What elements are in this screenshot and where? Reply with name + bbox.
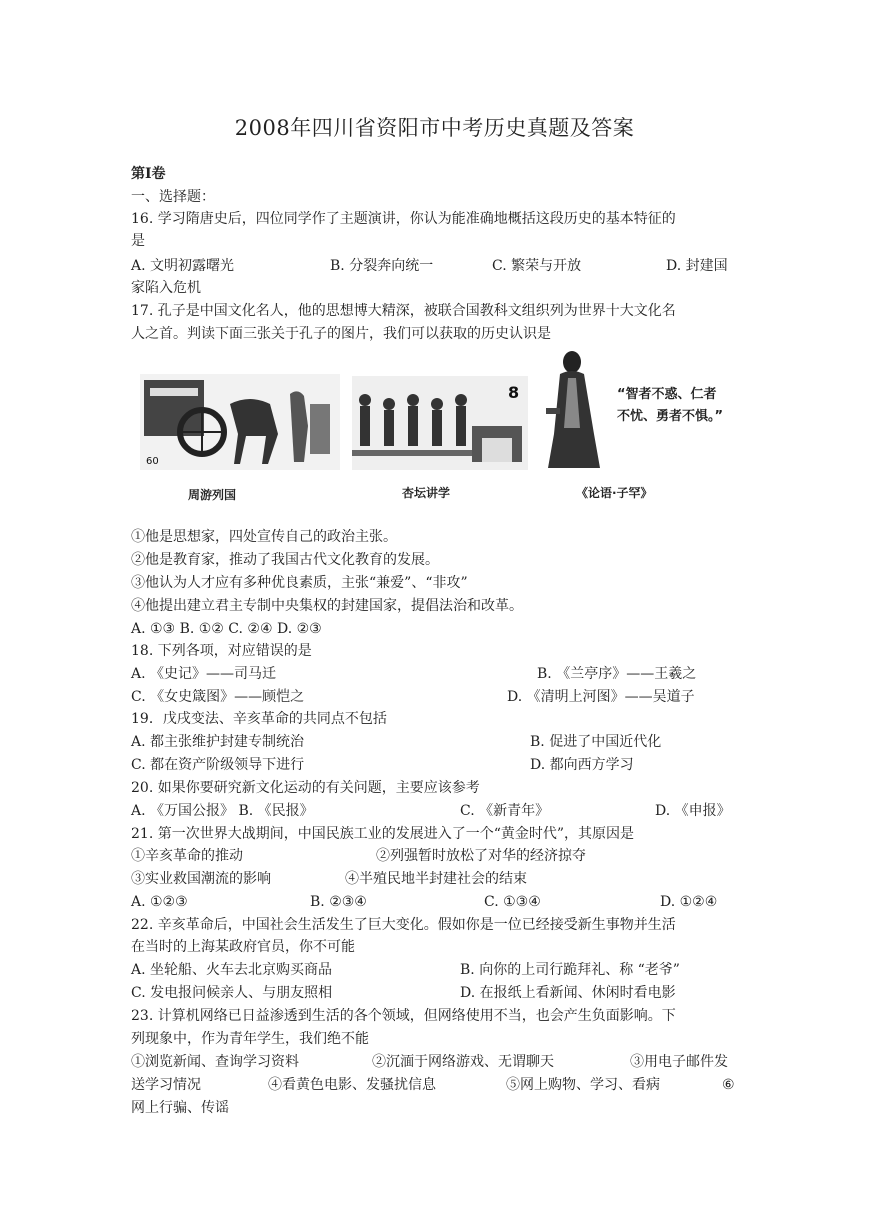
caption-analects: 《论语·子罕》 xyxy=(576,486,653,500)
q21-option-c: C. ①③④ xyxy=(484,894,541,910)
q17-stem: 17. 孔子是中国文化名人，他的思想博大精深，被联合国教科文组织列为世界十大文化名 xyxy=(131,303,676,319)
q17-statement-1: ①他是思想家，四处宣传自己的政治主张。 xyxy=(131,529,397,545)
q22-stem: 22. 辛亥革命后，中国社会生活发生了巨大变化。假如你是一位已经接受新生事物并生活 xyxy=(131,917,676,933)
q23-item-2: ②沉湎于网络游戏、无谓聊天 xyxy=(372,1054,554,1070)
q23-stem: 23. 计算机网络已日益渗透到生活的各个领域，但网络使用不当，也会产生负面影响。下 xyxy=(131,1008,676,1024)
q17-statement-2: ②他是教育家，推动了我国古代文化教育的发展。 xyxy=(131,552,439,568)
caption-apricot-altar: 杏坛讲学 xyxy=(402,486,451,500)
q21-statement-4: ④半殖民地半封建社会的结束 xyxy=(345,871,527,887)
q20-option-a-b: A. 《万国公报》 B. 《民报》 xyxy=(131,803,314,819)
confucius-images xyxy=(140,348,740,508)
q23-item-5: ⑤网上购物、学习、看病 xyxy=(506,1077,660,1093)
q17-statement-4: ④他提出建立君主专制中央集权的封建国家，提倡法治和改革。 xyxy=(131,598,523,614)
q21-option-d: D. ①②④ xyxy=(660,894,718,910)
q23-item-6-cont: 网上行骗、传谣 xyxy=(131,1100,229,1116)
apricot-altar-image xyxy=(352,376,528,470)
q21-statement-2: ②列强暂时放松了对华的经济掠夺 xyxy=(376,848,586,864)
q22-option-d: D. 在报纸上看新闻、休闲时看电影 xyxy=(460,985,676,1001)
q22-option-c: C. 发电报问候亲人、与朋友照相 xyxy=(131,985,333,1001)
svg-text:8: 8 xyxy=(508,383,520,402)
q23-item-3: ③用电子邮件发 xyxy=(630,1054,728,1070)
q19-stem: 19．戊戌变法、辛亥革命的共同点不包括 xyxy=(131,711,387,727)
q16-option-d-cont: 家陷入危机 xyxy=(131,280,201,296)
section-heading: 第Ⅰ卷 xyxy=(131,166,166,182)
q16-option-a: A. 文明初露曙光 xyxy=(131,258,235,274)
q16-option-c: C. 繁荣与开放 xyxy=(492,258,582,274)
q18-option-c: C. 《女史箴图》——顾恺之 xyxy=(131,689,305,705)
q22-option-a: A. 坐轮船、火车去北京购买商品 xyxy=(131,962,333,978)
q19-option-a: A. 都主张维护封建专制统治 xyxy=(131,734,305,750)
q20-option-c: C. 《新青年》 xyxy=(460,803,550,819)
q23-item-3-cont: 送学习情况 xyxy=(131,1077,201,1093)
page-title: 2008年四川省资阳市中考历史真题及答案 xyxy=(234,116,635,140)
caption-travel: 周游列国 xyxy=(188,488,237,502)
q18-stem: 18. 下列各项，对应错误的是 xyxy=(131,643,312,659)
q19-option-b: B. 促进了中国近代化 xyxy=(530,734,662,750)
q21-stem: 21. 第一次世界大战期间，中国民族工业的发展进入了一个“黄金时代”，其原因是 xyxy=(131,826,635,842)
q17-statement-3: ③他认为人才应有多种优良素质，主张“兼爱”、“非攻” xyxy=(131,575,468,591)
q21-statement-1: ①辛亥革命的推动 xyxy=(131,848,243,864)
q23-item-1: ①浏览新闻、查询学习资料 xyxy=(131,1054,299,1070)
q23-item-6: ⑥ xyxy=(722,1077,735,1093)
q18-option-a: A. 《史记》——司马迁 xyxy=(131,666,277,682)
travel-carriage-image xyxy=(140,374,340,470)
q18-option-b: B. 《兰亭序》——王羲之 xyxy=(537,666,697,682)
analects-quote-line2: 不忧、勇者不惧。” xyxy=(617,409,724,424)
q17-options: A. ①③ B. ①② C. ②④ D. ②③ xyxy=(131,621,322,637)
svg-text:60: 60 xyxy=(146,456,159,467)
confucius-portrait-image xyxy=(538,348,608,472)
q21-option-a: A. ①②③ xyxy=(131,894,188,910)
q16-stem: 16. 学习隋唐史后，四位同学作了主题演讲，你认为能准确地概括这段历史的基本特征的 xyxy=(131,211,676,227)
q19-option-c: C. 都在资产阶级领导下进行 xyxy=(131,757,305,773)
q22-stem-cont: 在当时的上海某政府官员，你不可能 xyxy=(131,939,355,955)
q23-item-4: ④看黄色电影、发骚扰信息 xyxy=(268,1077,436,1093)
q20-stem: 20. 如果你要研究新文化运动的有关问题，主要应该参考 xyxy=(131,780,480,796)
q23-stem-cont: 列现象中，作为青年学生，我们绝不能 xyxy=(131,1031,369,1047)
q22-option-b: B. 向你的上司行跪拜礼、称 “老爷” xyxy=(460,962,680,978)
analects-quote-line1: “智者不惑、仁者 xyxy=(617,387,717,402)
q16-option-d: D. 封建国 xyxy=(666,258,728,274)
q16-stem-cont: 是 xyxy=(131,233,145,249)
part-heading: 一、选择题： xyxy=(131,189,215,205)
q16-option-b: B. 分裂奔向统一 xyxy=(330,258,434,274)
q19-option-d: D. 都向西方学习 xyxy=(530,757,634,773)
q20-option-d: D. 《申报》 xyxy=(655,803,731,819)
q21-statement-3: ③实业救国潮流的影响 xyxy=(131,871,271,887)
q21-option-b: B. ②③④ xyxy=(310,894,367,910)
q18-option-d: D. 《清明上河图》——吴道子 xyxy=(507,689,695,705)
q17-stem-cont: 人之首。判读下面三张关于孔子的图片，我们可以获取的历史认识是 xyxy=(131,326,551,342)
